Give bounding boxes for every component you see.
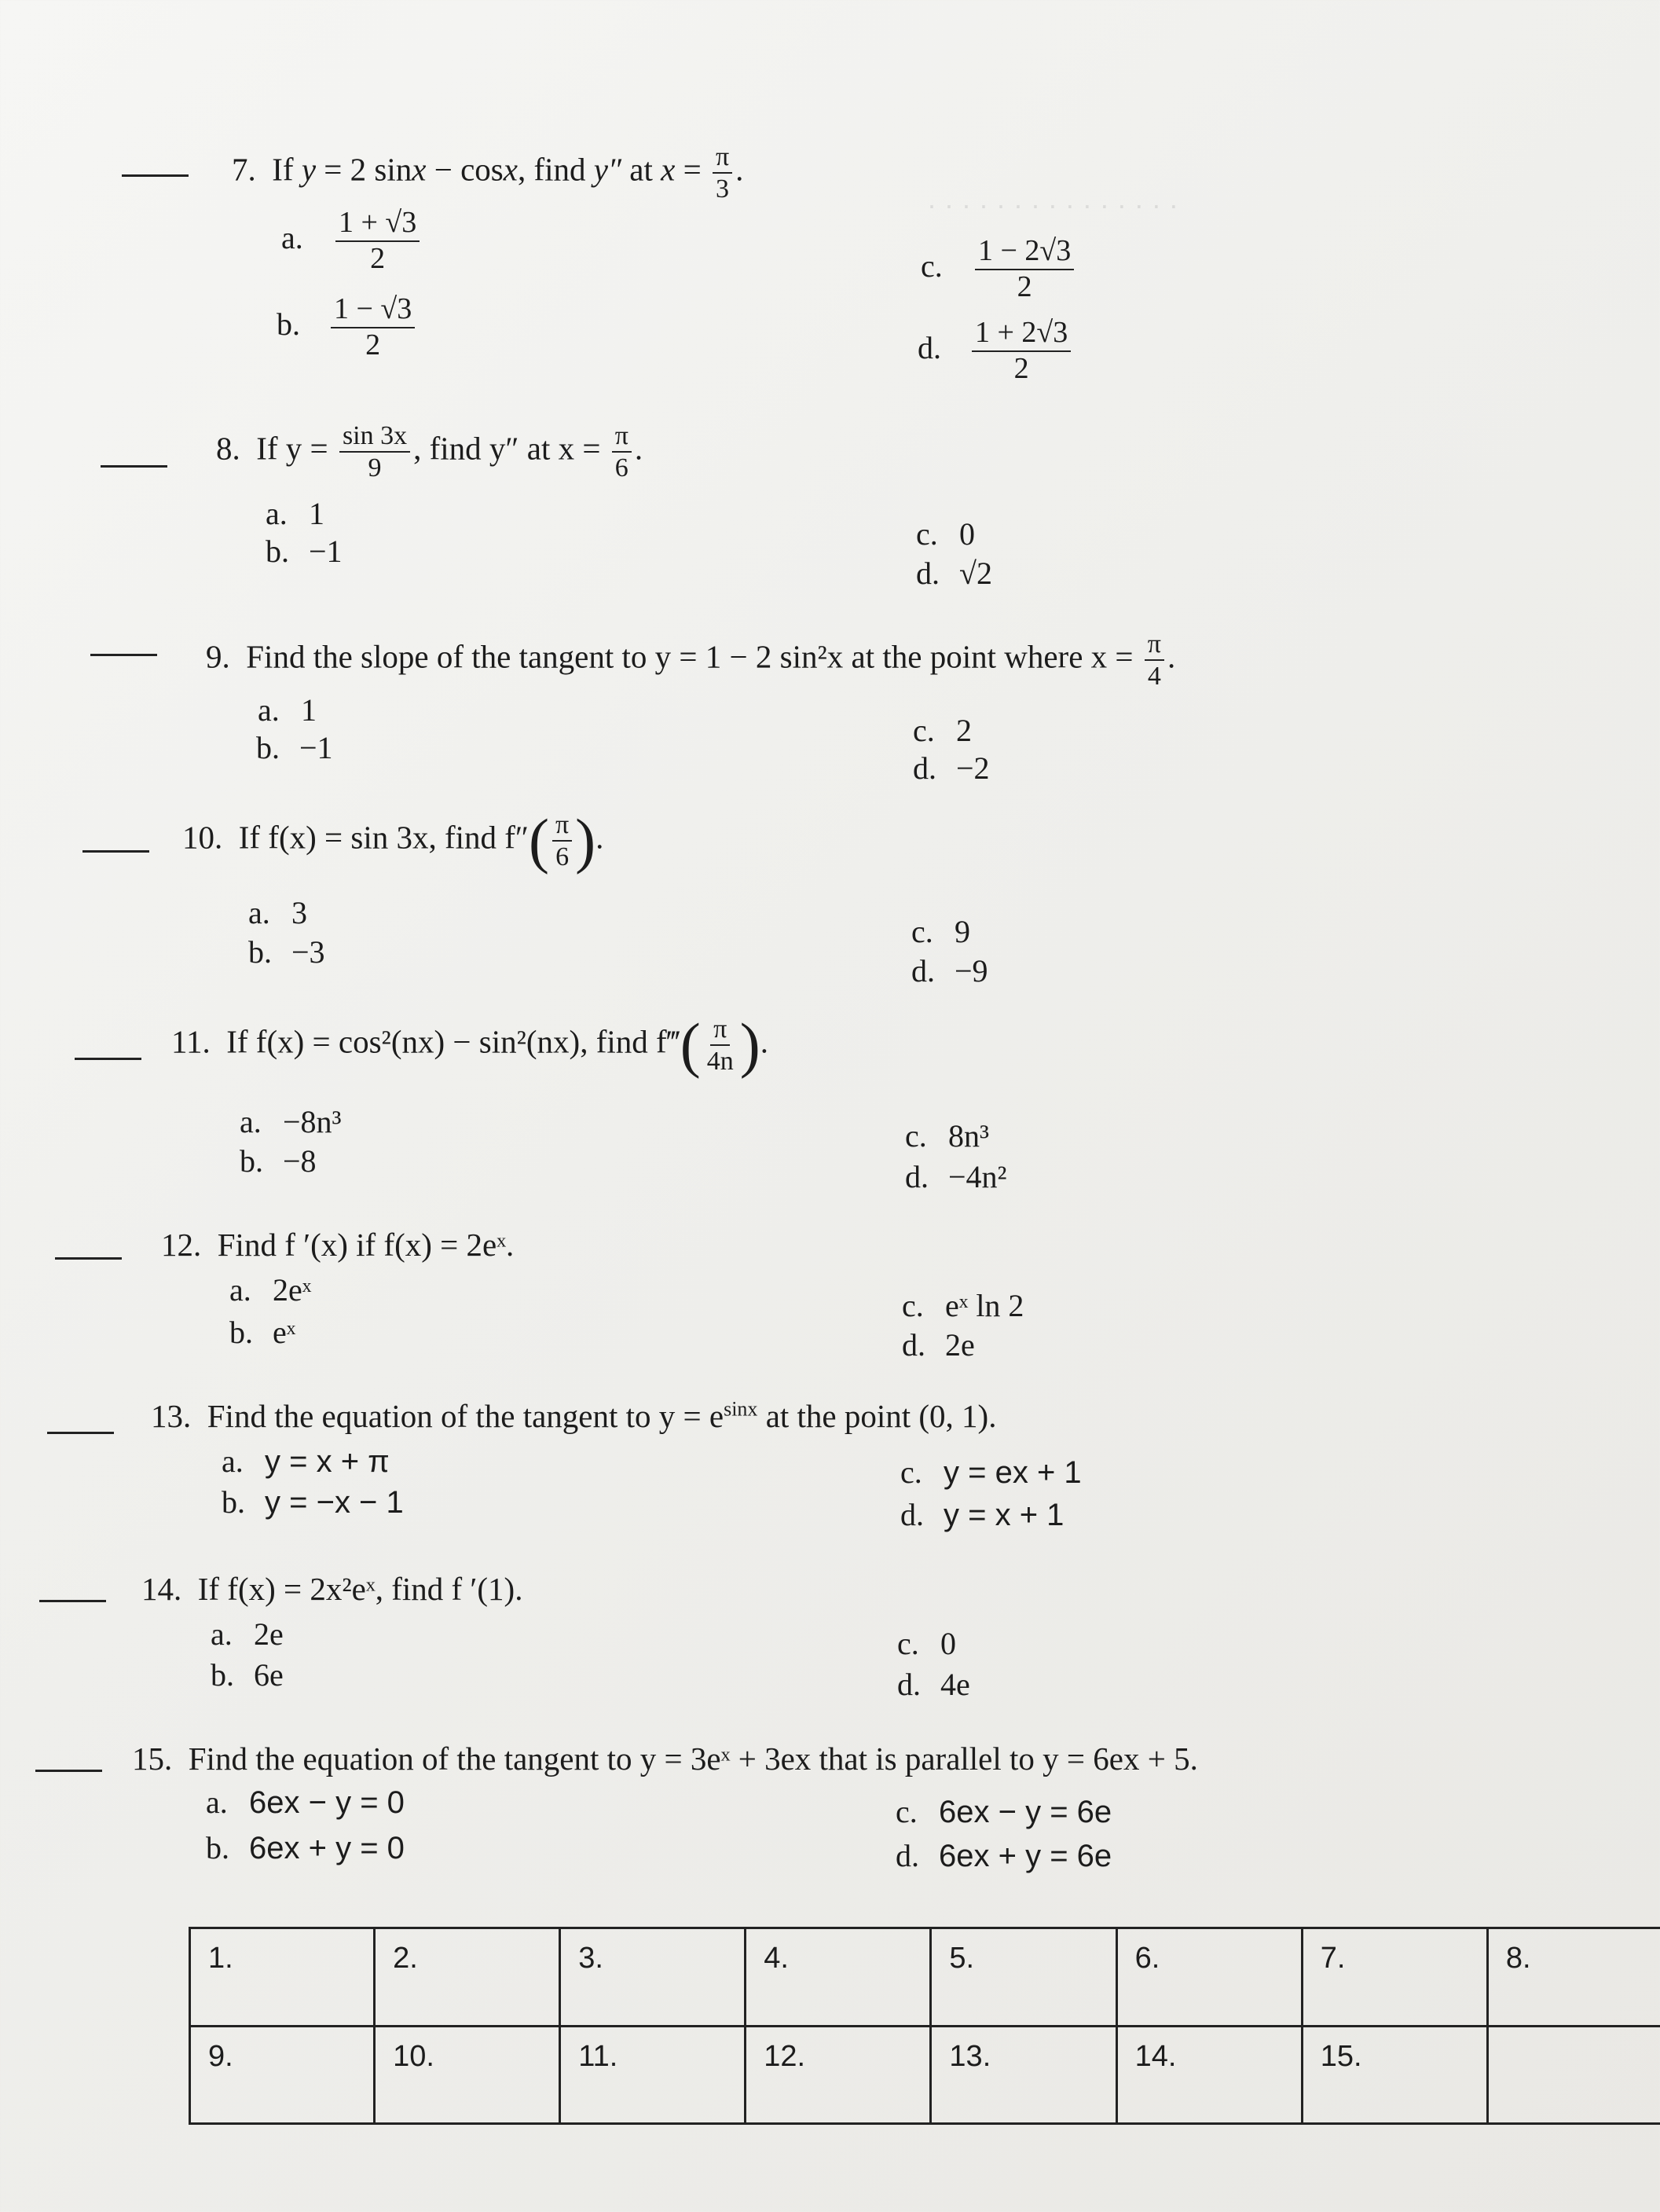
- answer-cell[interactable]: 2.: [375, 1928, 560, 2027]
- answer-grid-row: [190, 1928, 1660, 2027]
- option-d: d. 2e: [902, 1327, 975, 1363]
- option-d: d. −4n²: [905, 1159, 1007, 1194]
- option-d: d. $\frac{1 + 2√3}{2}$: [918, 316, 1074, 386]
- stem-fraction: $\frac{\pi}{3}$: [713, 141, 732, 204]
- option-b: b. −8: [240, 1143, 317, 1179]
- stem-fraction: $\frac{\pi}{6}$: [552, 809, 572, 872]
- question-stem: 15. Find the equation of the tangent to y = 3eˣ + 3ex that is parallel to y = 6ex + 5.: [132, 1741, 1198, 1777]
- answer-blank[interactable]: [101, 465, 167, 468]
- answer-grid-row: [190, 2026, 1660, 2124]
- answer-grid: [189, 1927, 1660, 2125]
- answer-cell[interactable]: 13.: [931, 2026, 1116, 2124]
- option-a: a. $\frac{1 + √3}{2}$: [281, 206, 423, 276]
- answer-cell[interactable]: 6.: [1116, 1928, 1302, 2027]
- question-stem: 10. If f(x) = sin 3x, find f″( $\frac{\pi}{6}$ ).: [182, 806, 604, 875]
- option-fraction: $\frac{1 - √3}{2}$: [331, 292, 415, 362]
- question-stem: 13. Find the equation of the tangent to $y = e^{sinx}$ at the point (0, 1).: [151, 1397, 997, 1434]
- option-b: b. 6e: [211, 1657, 284, 1693]
- answer-cell[interactable]: 14.: [1116, 2026, 1302, 2124]
- answer-blank[interactable]: [90, 654, 157, 656]
- option-c: c. 9: [911, 914, 970, 949]
- option-c: c. $\frac{1 - 2√3}{2}$: [921, 234, 1077, 304]
- option-a: a. 1: [258, 692, 317, 728]
- answer-blank[interactable]: [39, 1600, 106, 1602]
- answer-cell[interactable]: 11.: [560, 2026, 746, 2124]
- stem-text: If y = 2 sinx − cosx, find y″ at x =: [272, 151, 709, 188]
- option-d: d. −9: [911, 953, 988, 989]
- option-d: d. y = x + 1: [900, 1497, 1065, 1532]
- answer-cell[interactable]: 1.: [190, 1928, 375, 2027]
- question-stem: 8. If y = $\frac{\sin 3x}{9}$ , find y″ at x = $\frac{\pi}{6}$ .: [216, 421, 643, 483]
- stem-fraction: $\frac{\sin 3x}{9}$: [339, 420, 410, 483]
- answer-blank[interactable]: [75, 1058, 141, 1060]
- answer-blank[interactable]: [122, 174, 189, 177]
- answer-cell[interactable]: 8.: [1487, 1928, 1660, 2027]
- question-stem: 14. If f(x) = 2x²eˣ, find f ′(1).: [141, 1571, 523, 1607]
- option-c: c. 0: [916, 516, 975, 552]
- option-c: c. 6ex − y = 6e: [896, 1794, 1112, 1829]
- answer-cell[interactable]: 9.: [190, 2026, 375, 2124]
- option-c: c. 0: [897, 1626, 956, 1661]
- question-stem: 12. Find f ′(x) if f(x) = 2eˣ.: [161, 1227, 515, 1263]
- answer-cell[interactable]: 15.: [1302, 2026, 1487, 2124]
- option-d: d. 6ex + y = 6e: [896, 1838, 1112, 1873]
- answer-cell[interactable]: 3.: [560, 1928, 746, 2027]
- question-number: 7.: [232, 151, 256, 188]
- answer-cell[interactable]: 4.: [746, 1928, 931, 2027]
- answer-blank[interactable]: [35, 1770, 102, 1772]
- option-d: d. 4e: [897, 1667, 970, 1702]
- question-stem: 11. If f(x) = cos²(nx) − sin²(nx), find f‴( $\frac{\pi}{4n}$ ).: [171, 1011, 768, 1080]
- answer-blank[interactable]: [47, 1432, 114, 1434]
- option-b: b. −1: [256, 730, 333, 765]
- option-fraction: $\frac{1 - 2√3}{2}$: [975, 234, 1074, 304]
- answer-cell[interactable]: 12.: [746, 2026, 931, 2124]
- option-c: c. 8n³: [905, 1118, 989, 1154]
- option-a: a. 2e: [211, 1616, 284, 1652]
- option-a: a. 3: [248, 895, 307, 930]
- option-d: d. √2: [916, 556, 992, 591]
- option-a: a. 2eˣ: [229, 1272, 312, 1308]
- option-b: b. $\frac{1 - √3}{2}$: [277, 292, 418, 362]
- option-c: c. eˣ ln 2: [902, 1288, 1024, 1323]
- answer-cell[interactable]: [1487, 2026, 1660, 2124]
- option-a: a. 6ex − y = 0: [206, 1785, 405, 1820]
- option-b: b. eˣ: [229, 1315, 296, 1350]
- stem-fraction: $\frac{\pi}{4}$: [1145, 629, 1164, 691]
- option-fraction: $\frac{1 + √3}{2}$: [335, 206, 420, 276]
- answer-cell[interactable]: 7.: [1302, 1928, 1487, 2027]
- question-stem: 7. If y = 2 sinx − cosx, find y″ at x = $\frac{\pi}{3}$ .: [232, 142, 744, 204]
- stem-fraction: $\frac{\pi}{4n}$: [706, 1014, 734, 1077]
- question-stem: 9. Find the slope of the tangent to y = 1 − 2 sin²x at the point where x = $\frac{\pi}{4}$ .: [206, 629, 1176, 691]
- stem-fraction: $\frac{\pi}{6}$: [612, 420, 632, 483]
- answer-blank[interactable]: [82, 850, 149, 853]
- option-a: a. y = x + π: [222, 1443, 390, 1479]
- option-b: b. −1: [266, 534, 343, 569]
- option-a: a. 1: [266, 496, 324, 531]
- option-b: b. 6ex + y = 0: [206, 1830, 405, 1865]
- option-fraction: $\frac{1 + 2√3}{2}$: [972, 316, 1071, 386]
- option-c: c. y = ex + 1: [900, 1454, 1082, 1490]
- option-d: d. −2: [913, 750, 990, 786]
- bleed-through-text: · · · · · · · · · · · · · · ·: [927, 189, 1178, 221]
- answer-cell[interactable]: 10.: [375, 2026, 560, 2124]
- option-b: b. y = −x − 1: [222, 1484, 404, 1520]
- option-a: a. −8n³: [240, 1104, 342, 1139]
- answer-blank[interactable]: [55, 1257, 122, 1260]
- option-c: c. 2: [913, 713, 972, 748]
- option-b: b. −3: [248, 934, 325, 970]
- answer-cell[interactable]: 5.: [931, 1928, 1116, 2027]
